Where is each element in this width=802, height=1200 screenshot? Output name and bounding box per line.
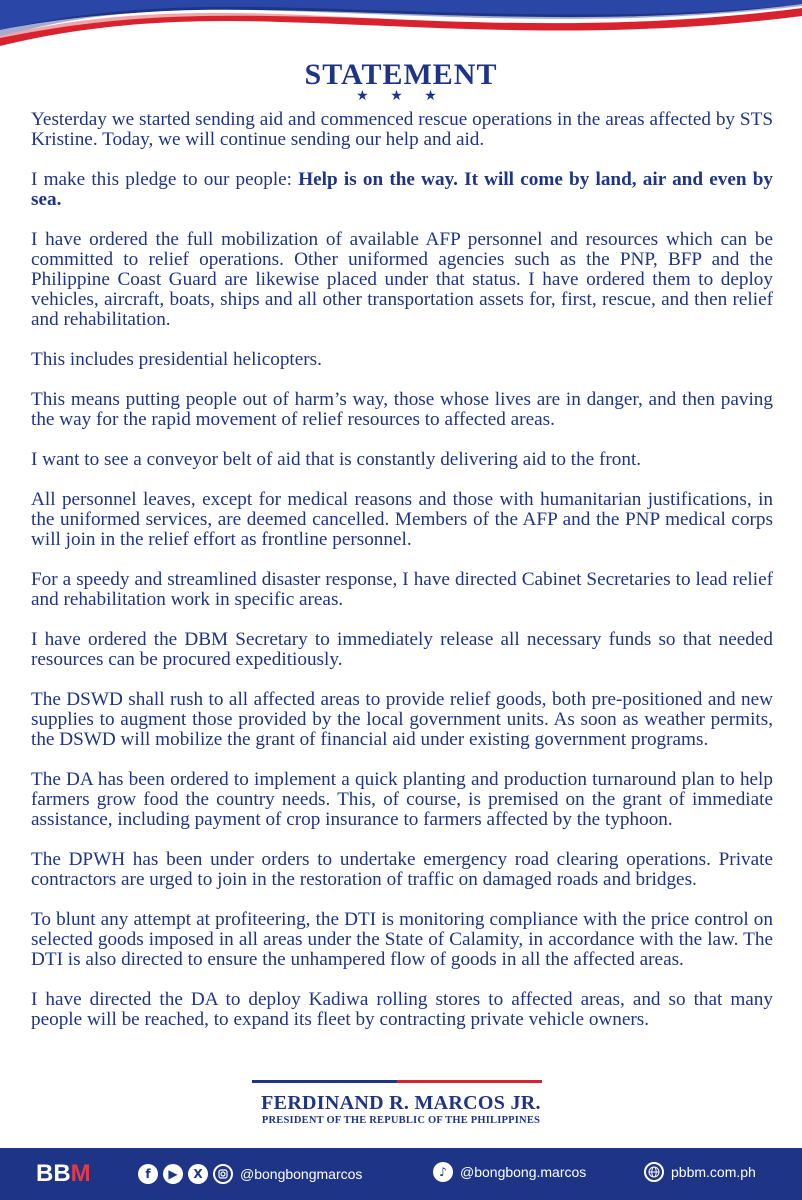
instagram-icon[interactable] <box>213 1164 233 1184</box>
paragraph: I have ordered the DBM Secretary to immediately release all necessary funds so that needed resources can be procured expeditiously. <box>31 629 773 670</box>
pledge-bold: Help is on the way. It will come by land, air and even by sea. <box>31 169 773 210</box>
paragraph: To blunt any attempt at profiteering, the DTI is monitoring compliance with the price control on selected goods imposed in all areas under the State of Calamity, in accordance with the law. The DTI is also directed to ensure the unhampered flow of goods in all the affected areas. <box>31 909 773 970</box>
statement-title: STATEMENT <box>304 58 498 91</box>
divider-red <box>397 1080 542 1083</box>
pledge-paragraph <box>31 170 773 210</box>
logo-m: M <box>70 1160 91 1187</box>
paragraph: Yesterday we started sending aid and commenced rescue operations in the areas affected by STS Kristine. Today, we will continue sending our help and aid. <box>31 109 773 150</box>
youtube-icon[interactable]: ▶ <box>163 1164 183 1184</box>
logo-bb: BB <box>36 1160 71 1187</box>
paragraph: The DPWH has been under orders to undertake emergency road clearing operations. Private contractors are urged to join in the restoration of traffic on damaged roads and bridges. <box>31 849 773 890</box>
statement-body <box>31 110 773 1030</box>
website-link[interactable] <box>644 1162 756 1182</box>
paragraph: The DA has been ordered to implement a quick planting and production turnaround plan to help farmers grow food the country needs. This, of course, is premised on the grant of immediate assistance, including payment of crop insurance to farmers affected by the typhoon. <box>31 769 773 830</box>
paragraph: This includes presidential helicopters. <box>31 349 322 370</box>
paragraph: I have ordered the full mobilization of available AFP personnel and resources which can be committed to relief operations. Other uniformed agencies such as the PNP, BFP and the Philippine Coast Guard are likewise placed under that status. I have ordered them to deploy vehicles, aircraft, boats, ships and all other transportation assets for, first, rescue, and then relief and rehabilitation. <box>31 229 773 330</box>
signatory-name: FERDINAND R. MARCOS JR. <box>261 1092 541 1114</box>
website-url: pbbm.com.ph <box>671 1164 756 1180</box>
pledge-lead: I make this pledge to our people: <box>31 169 299 190</box>
paragraph: This means putting people out of harm’s way, those whose lives are in danger, and then paving the way for the rapid movement of relief resources to affected areas. <box>31 389 773 430</box>
paragraph: I want to see a conveyor belt of aid that is constantly delivering aid to the front. <box>31 449 642 470</box>
stars-decoration: ★ ★ ★ <box>356 89 446 104</box>
top-banner <box>0 0 802 60</box>
signature-divider <box>252 1080 542 1084</box>
footer-bar <box>0 1148 802 1200</box>
social-links <box>138 1162 362 1186</box>
signatory-title: PRESIDENT OF THE REPUBLIC OF THE PHILIPPINES <box>261 1115 541 1126</box>
social-handle[interactable]: @bongbongmarcos <box>240 1166 363 1182</box>
globe-icon <box>644 1162 664 1182</box>
paragraph: I have directed the DA to deploy Kadiwa rolling stores to affected areas, and so that many people will be reached, to expand its fleet by contracting private vehicle owners. <box>31 989 773 1030</box>
paragraph: All personnel leaves, except for medical reasons and those with humanitarian justifications, in the uniformed services, are deemed cancelled. Members of the AFP and the PNP medical corps will join in the relief effort as frontline personnel. <box>31 489 773 550</box>
paragraph: The DSWD shall rush to all affected areas to provide relief goods, both pre-positioned and new supplies to augment those provided by the local government units. As soon as weather permits, the DSWD will mobilize the grant of financial aid under existing government programs. <box>31 689 773 750</box>
tiktok-handle: @bongbong.marcos <box>460 1164 587 1180</box>
facebook-icon[interactable]: f <box>138 1164 158 1184</box>
paragraph: For a speedy and streamlined disaster response, I have directed Cabinet Secretaries to lead relief and rehabilitation work in specific areas. <box>31 569 773 610</box>
bbm-logo <box>36 1160 91 1188</box>
divider-blue <box>252 1080 397 1083</box>
tiktok-icon: ♪ <box>433 1162 453 1182</box>
x-icon[interactable]: X <box>188 1164 208 1184</box>
tiktok-link[interactable] <box>433 1162 586 1182</box>
